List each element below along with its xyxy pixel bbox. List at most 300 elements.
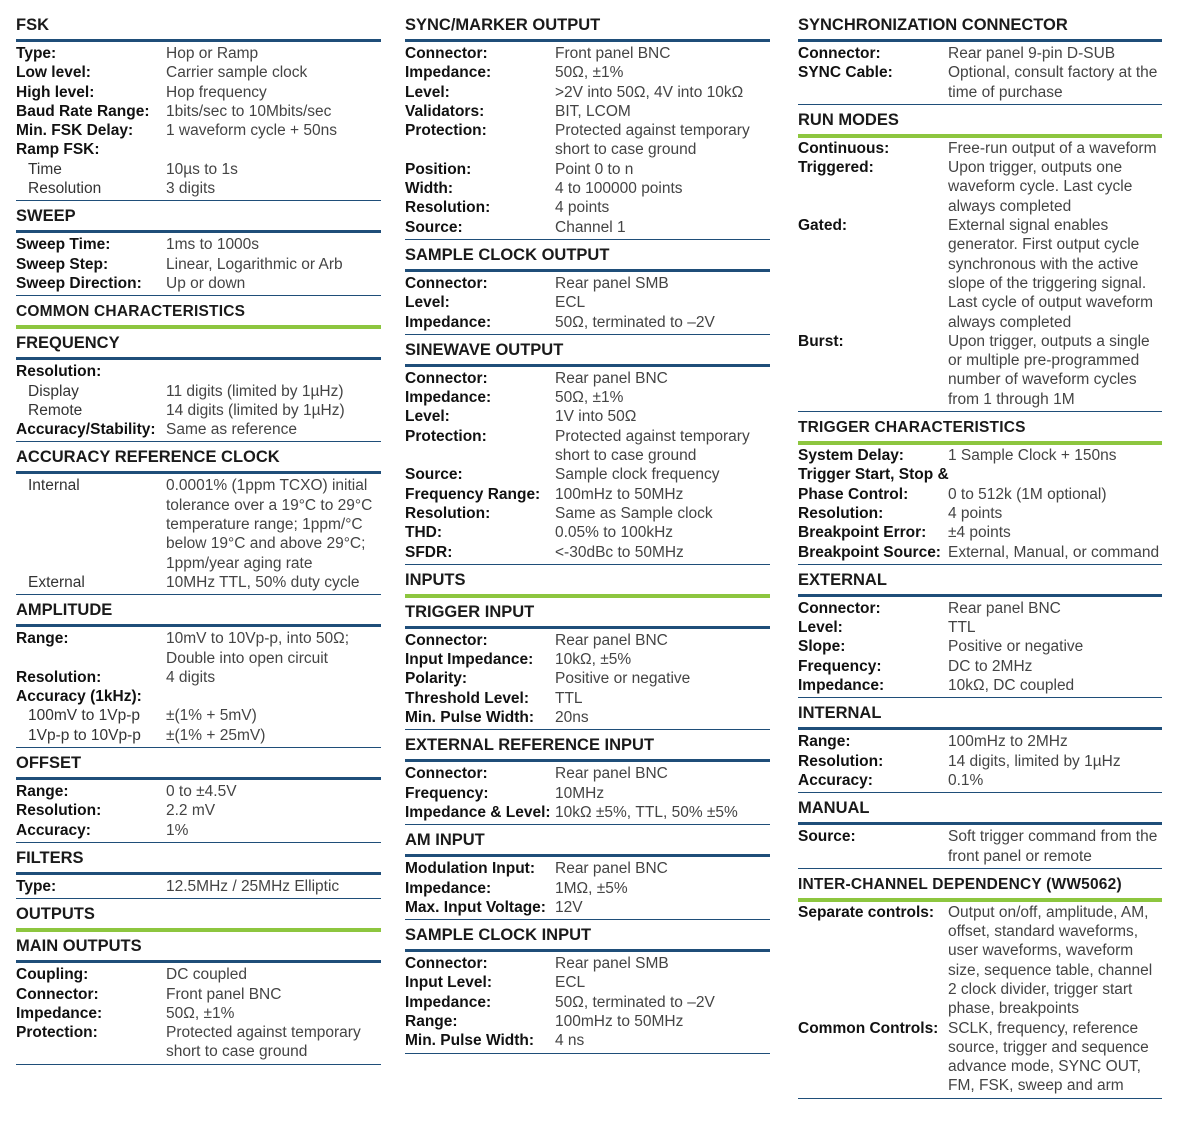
spec-label: Coupling:	[16, 966, 89, 984]
spec-value: BIT, LCOM	[555, 102, 631, 120]
divider	[798, 104, 1162, 105]
spec-label: Level:	[405, 294, 450, 312]
divider	[16, 357, 381, 360]
spec-value: External signal enables generator. First output cycle synchronous with the active slope of the triggering signal. Last cycle of output waveform always completed	[948, 217, 1154, 331]
spec-value: 10kΩ, ±5%	[555, 651, 632, 669]
divider	[405, 364, 770, 367]
spec-sublabel: Remote	[28, 401, 83, 419]
spec-label: Resolution:	[798, 752, 884, 770]
spec-label: Source:	[405, 466, 463, 484]
spec-value: 100mHz to 50MHz	[555, 485, 684, 503]
spec-label: Level:	[798, 619, 843, 637]
spec-label: Sweep Direction:	[16, 274, 142, 292]
spec-label: Type:	[16, 45, 57, 62]
spec-row	[405, 83, 770, 102]
spec-value: Protected against temporary short to case ground	[555, 427, 750, 465]
spec-label: Connector:	[405, 955, 488, 973]
spec-value: ±(1% + 25mV)	[166, 726, 266, 744]
spec-row	[405, 689, 770, 708]
spec-value: Rear panel 9-pin D-SUB	[948, 45, 1116, 62]
spec-label: Baud Rate Range:	[16, 102, 150, 120]
spec-value: Positive or negative	[555, 670, 691, 688]
spec-label: Gated:	[798, 217, 848, 235]
spec-label: THD:	[405, 524, 443, 542]
spec-label: Threshold Level:	[405, 689, 530, 707]
spec-row	[16, 121, 381, 140]
spec-row	[405, 898, 770, 917]
spec-value: 50Ω, terminated to –2V	[555, 993, 715, 1011]
spec-row	[798, 618, 1162, 637]
spec-row	[16, 782, 381, 801]
section-title-trigger-characteristics: TRIGGER CHARACTERISTICS	[798, 419, 1026, 437]
spec-label: Burst:	[798, 332, 844, 350]
divider	[16, 471, 381, 474]
divider	[405, 854, 770, 857]
divider	[798, 822, 1162, 825]
spec-row	[405, 803, 770, 822]
spec-row	[16, 160, 381, 179]
spec-value: 4 points	[555, 199, 610, 217]
spec-row	[798, 543, 1162, 562]
spec-label: Frequency Range:	[405, 485, 541, 503]
divider	[798, 792, 1162, 793]
section-title-trigger-input: TRIGGER INPUT	[405, 602, 535, 621]
section-title-synchronization-connector: SYNCHRONIZATION CONNECTOR	[798, 16, 1068, 34]
spec-value: 1V into 50Ω	[555, 408, 637, 426]
spec-row	[405, 160, 770, 179]
spec-value: 2.2 mV	[166, 802, 216, 820]
spec-label: Input Level:	[405, 974, 492, 992]
spec-value: 50Ω, ±1%	[555, 64, 624, 82]
divider	[16, 960, 381, 963]
divider	[16, 200, 381, 201]
spec-value: 10µs to 1s	[166, 160, 238, 178]
spec-value: ECL	[555, 974, 586, 992]
spec-row	[798, 139, 1162, 158]
spec-row	[405, 63, 770, 82]
spec-value: Protected against temporary short to case ground	[166, 1024, 361, 1061]
spec-label: Impedance:	[405, 879, 492, 897]
spec-label: Resolution:	[405, 199, 491, 217]
spec-value: TTL	[555, 689, 583, 707]
spec-row	[16, 179, 381, 198]
spec-label: Impedance & Level:	[405, 803, 551, 821]
spec-sublabel: 100mV to 1Vp-p	[28, 707, 141, 725]
spec-label: Accuracy/Stability:	[16, 421, 156, 439]
divider-green	[798, 134, 1162, 138]
spec-row	[798, 1019, 1162, 1096]
spec-label: Resolution:	[16, 668, 102, 686]
spec-label: Input Impedance:	[405, 651, 534, 669]
spec-row	[798, 485, 1162, 504]
section-title-external-reference-input: EXTERNAL REFERENCE INPUT	[405, 736, 655, 755]
spec-row	[405, 293, 770, 312]
divider	[798, 411, 1162, 412]
column-2	[405, 12, 770, 1056]
spec-row	[16, 706, 381, 725]
spec-label: Impedance:	[405, 313, 492, 331]
spec-value	[948, 465, 1162, 484]
spec-value: 1ms to 1000s	[166, 236, 260, 254]
spec-label: Breakpoint Source:	[798, 543, 941, 561]
divider	[405, 334, 770, 335]
spec-value: 12.5MHz / 25MHz Elliptic	[166, 877, 340, 895]
spec-row	[405, 631, 770, 650]
spec-row	[405, 784, 770, 803]
divider	[16, 441, 381, 442]
spec-value: 1 Sample Clock + 150ns	[948, 447, 1117, 465]
spec-row	[16, 255, 381, 274]
spec-value	[166, 687, 381, 706]
divider	[405, 1053, 770, 1054]
spec-label: Trigger Start, Stop &	[798, 466, 949, 484]
spec-value: 20ns	[555, 709, 589, 727]
spec-value: 1MΩ, ±5%	[555, 879, 628, 897]
spec-row	[16, 965, 381, 984]
spec-row	[798, 752, 1162, 771]
column-1	[16, 12, 381, 1067]
spec-row	[16, 1004, 381, 1023]
spec-row	[16, 726, 381, 745]
spec-value: Channel 1	[555, 218, 626, 236]
divider	[405, 919, 770, 920]
spec-label: Polarity:	[405, 670, 468, 688]
divider	[405, 239, 770, 240]
spec-label: Source:	[798, 828, 856, 846]
section-title-external: EXTERNAL	[798, 570, 887, 589]
spec-label: Min. Pulse Width:	[405, 709, 535, 727]
spec-value: Positive or negative	[948, 638, 1084, 656]
spec-label: Impedance:	[405, 993, 492, 1011]
spec-row	[405, 179, 770, 198]
spec-value: Soft trigger command from the front panel or remote	[948, 828, 1158, 865]
spec-label: Frequency:	[798, 657, 882, 675]
spec-row	[16, 420, 381, 439]
spec-value: ECL	[555, 294, 586, 312]
spec-value: DC to 2MHz	[948, 657, 1033, 675]
spec-value: 1 waveform cycle + 50ns	[166, 122, 338, 140]
spec-label: Type:	[16, 877, 57, 895]
spec-label: Slope:	[798, 638, 846, 656]
divider	[798, 1098, 1162, 1099]
spec-row	[16, 235, 381, 254]
spec-value: Hop frequency	[166, 83, 267, 101]
spec-label: Level:	[405, 408, 450, 426]
spec-label: Protection:	[405, 122, 487, 140]
spec-row	[798, 446, 1162, 465]
spec-value: SCLK, frequency, reference source, trigger and sequence advance mode, SYNC OUT, FM, FSK, sweep and arm	[948, 1019, 1149, 1095]
spec-value: Same as reference	[166, 421, 297, 439]
divider	[405, 626, 770, 629]
spec-row	[405, 121, 770, 160]
divider	[16, 624, 381, 627]
spec-label: Range:	[405, 1012, 458, 1030]
spec-value: Protected against temporary short to case ground	[555, 122, 750, 159]
spec-label: System Delay:	[798, 447, 904, 465]
spec-label: Frequency:	[405, 784, 489, 802]
spec-row	[16, 1023, 381, 1062]
spec-label: Connector:	[798, 599, 881, 617]
spec-value: Upon trigger, outputs one waveform cycle. Last cycle always completed	[948, 159, 1133, 215]
divider	[405, 759, 770, 762]
divider	[16, 1064, 381, 1065]
spec-row	[16, 83, 381, 102]
spec-value: >2V into 50Ω, 4V into 10kΩ	[555, 83, 744, 101]
spec-value: Free-run output of a waveform	[948, 139, 1157, 157]
spec-label: Connector:	[798, 45, 881, 62]
divider	[798, 564, 1162, 565]
divider-green	[798, 898, 1162, 902]
section-title-sweep: SWEEP	[16, 207, 76, 226]
section-title-sample-clock-output: SAMPLE CLOCK OUTPUT	[405, 245, 610, 264]
divider	[798, 697, 1162, 698]
spec-label: Source:	[405, 218, 463, 236]
section-title-inputs: INPUTS	[405, 570, 466, 589]
spec-label: Sweep Time:	[16, 236, 111, 254]
spec-label: High level:	[16, 83, 95, 101]
spec-value: 10MHz	[555, 784, 605, 802]
spec-row	[798, 637, 1162, 656]
spec-label: Min. Pulse Width:	[405, 1032, 535, 1050]
spec-value: 10kΩ ±5%, TTL, 50% ±5%	[555, 803, 738, 821]
spec-value: Sample clock frequency	[555, 466, 720, 484]
spec-row	[798, 599, 1162, 618]
spec-row	[798, 771, 1162, 790]
spec-value: Upon trigger, outputs a single or multiple pre-programmed number of waveform cycles from 1 through 1M	[948, 332, 1150, 408]
section-title-manual: MANUAL	[798, 799, 870, 818]
spec-row	[16, 362, 381, 381]
divider-green	[16, 325, 381, 329]
spec-value: ±(1% + 5mV)	[166, 707, 257, 725]
spec-value: Linear, Logarithmic or Arb	[166, 255, 343, 273]
spec-value: 14 digits, limited by 1µHz	[948, 752, 1121, 770]
divider	[16, 777, 381, 780]
spec-sublabel: Display	[28, 382, 79, 400]
divider	[16, 747, 381, 748]
spec-row	[405, 993, 770, 1012]
spec-row	[405, 1012, 770, 1031]
spec-row	[16, 401, 381, 420]
spec-sublabel: Time	[28, 160, 62, 178]
spec-row	[405, 313, 770, 332]
spec-row	[405, 485, 770, 504]
spec-row	[405, 669, 770, 688]
spec-value: <-30dBc to 50MHz	[555, 543, 684, 561]
spec-value: Front panel BNC	[166, 985, 282, 1003]
spec-value: 0.0001% (1ppm TCXO) initial tolerance over a 19°C to 29°C temperature range; 1ppm/°C below 19°C and above 29°C; 1ppm/year aging rate	[166, 477, 373, 572]
divider-green	[798, 441, 1162, 445]
divider-green	[405, 594, 770, 598]
spec-label: Separate controls:	[798, 903, 935, 921]
spec-value: 50Ω, ±1%	[555, 389, 624, 407]
spec-row	[405, 44, 770, 63]
divider	[16, 872, 381, 875]
spec-row	[405, 879, 770, 898]
spec-label: Validators:	[405, 102, 485, 120]
divider-green	[16, 928, 381, 932]
spec-value: 4 ns	[555, 1032, 585, 1050]
spec-sublabel: External	[28, 573, 85, 591]
spec-value: 11 digits (limited by 1µHz)	[166, 382, 344, 400]
spec-value	[166, 140, 381, 159]
spec-row	[16, 63, 381, 82]
section-title-fsk: FSK	[16, 16, 49, 34]
spec-label: Resolution:	[405, 504, 491, 522]
divider	[16, 39, 381, 42]
spec-sublabel: Resolution	[28, 180, 102, 198]
section-title-main-outputs: MAIN OUTPUTS	[16, 937, 142, 956]
spec-label: Connector:	[405, 45, 488, 62]
spec-row	[16, 821, 381, 840]
spec-value: 100mHz to 50MHz	[555, 1012, 684, 1030]
spec-value: 1bits/sec to 10Mbits/sec	[166, 102, 332, 120]
spec-label: Resolution:	[16, 363, 102, 381]
spec-label: Range:	[798, 733, 851, 751]
spec-value: Rear panel SMB	[555, 955, 669, 973]
section-title-internal: INTERNAL	[798, 704, 882, 723]
spec-value: Rear panel BNC	[555, 765, 668, 783]
spec-value: 3 digits	[166, 180, 216, 198]
spec-value: 0.1%	[948, 771, 984, 789]
spec-row	[16, 102, 381, 121]
spec-value	[166, 362, 381, 381]
spec-row	[798, 523, 1162, 542]
spec-row	[798, 216, 1162, 332]
section-title-sample-clock-input: SAMPLE CLOCK INPUT	[405, 926, 592, 945]
spec-row	[16, 44, 381, 63]
spec-value: 50Ω, terminated to –2V	[555, 313, 715, 331]
spec-label: Ramp FSK:	[16, 141, 100, 159]
section-title-filters: FILTERS	[16, 848, 84, 867]
spec-row	[16, 687, 381, 706]
spec-label: Connector:	[405, 765, 488, 783]
spec-value: 12V	[555, 898, 583, 916]
spec-label: SYNC Cable:	[798, 64, 893, 82]
spec-label: Low level:	[16, 64, 91, 82]
spec-row	[16, 476, 381, 572]
spec-label: Triggered:	[798, 159, 874, 177]
spec-label: Impedance:	[405, 389, 492, 407]
spec-label: Common Controls:	[798, 1019, 939, 1037]
spec-row	[16, 985, 381, 1004]
spec-label: Accuracy (1kHz):	[16, 688, 142, 706]
spec-value: Rear panel BNC	[555, 631, 668, 649]
spec-label: Protection:	[405, 427, 487, 445]
spec-value: Carrier sample clock	[166, 64, 308, 82]
spec-value: Same as Sample clock	[555, 504, 713, 522]
spec-label: Impedance:	[405, 64, 492, 82]
spec-label: Connector:	[405, 274, 488, 292]
spec-value: 4 to 100000 points	[555, 180, 683, 198]
spec-row	[798, 676, 1162, 695]
spec-row	[405, 198, 770, 217]
spec-label: Resolution:	[16, 802, 102, 820]
divider	[16, 230, 381, 233]
spec-row	[405, 523, 770, 542]
spec-label: Level:	[405, 83, 450, 101]
divider	[798, 727, 1162, 730]
column-3	[798, 12, 1162, 1101]
spec-label: Impedance:	[16, 1004, 103, 1022]
spec-value: 14 digits (limited by 1µHz)	[166, 401, 345, 419]
spec-label: Breakpoint Error:	[798, 524, 927, 542]
section-title-offset: OFFSET	[16, 754, 82, 773]
spec-row	[798, 732, 1162, 751]
divider	[16, 594, 381, 595]
spec-value: Rear panel BNC	[555, 860, 668, 878]
spec-label: SFDR:	[405, 543, 453, 561]
section-title-run-modes: RUN MODES	[798, 110, 899, 129]
section-title-inter-channel-dependency: INTER-CHANNEL DEPENDENCY (WW5062)	[798, 875, 1122, 893]
spec-row	[405, 859, 770, 878]
spec-value: 10MHz TTL, 50% duty cycle	[166, 573, 360, 591]
spec-value: TTL	[948, 619, 976, 637]
spec-row	[798, 657, 1162, 676]
spec-value: 10kΩ, DC coupled	[948, 677, 1075, 695]
spec-value: 0 to 512k (1M optional)	[948, 485, 1107, 503]
divider	[16, 898, 381, 899]
spec-row	[405, 369, 770, 388]
spec-label: Connector:	[16, 985, 99, 1003]
divider	[798, 594, 1162, 597]
spec-row	[798, 504, 1162, 523]
spec-label: Min. FSK Delay:	[16, 122, 134, 140]
spec-row	[405, 650, 770, 669]
section-title-amplitude: AMPLITUDE	[16, 601, 113, 620]
spec-row	[798, 44, 1162, 63]
spec-row	[405, 1031, 770, 1050]
spec-value: DC coupled	[166, 966, 247, 984]
spec-value: Rear panel BNC	[948, 599, 1061, 617]
spec-row	[405, 764, 770, 783]
spec-label: Sweep Step:	[16, 255, 109, 273]
spec-row	[405, 973, 770, 992]
section-title-frequency: FREQUENCY	[16, 334, 120, 353]
spec-row	[798, 903, 1162, 1019]
divider	[405, 729, 770, 730]
spec-value: Optional, consult factory at the time of purchase	[948, 64, 1158, 101]
divider	[16, 295, 381, 296]
section-title-sinewave-output: SINEWAVE OUTPUT	[405, 340, 564, 359]
spec-value: 1%	[166, 821, 189, 839]
spec-value: 10mV to 10Vp-p, into 50Ω; Double into open circuit	[166, 630, 350, 667]
spec-value: Up or down	[166, 274, 246, 292]
spec-label: Impedance:	[798, 677, 885, 695]
spec-row	[16, 140, 381, 159]
spec-row	[16, 573, 381, 592]
spec-row	[405, 708, 770, 727]
spec-row	[16, 668, 381, 687]
spec-value: 0.05% to 100kHz	[555, 524, 674, 542]
spec-label: Modulation Input:	[405, 860, 535, 878]
spec-value: ±4 points	[948, 524, 1011, 542]
divider	[798, 39, 1162, 42]
divider	[405, 564, 770, 565]
spec-row	[798, 158, 1162, 216]
section-title-accuracy-reference-clock: ACCURACY REFERENCE CLOCK	[16, 448, 280, 467]
section-title-outputs: OUTPUTS	[16, 905, 95, 924]
spec-row	[405, 504, 770, 523]
spec-row	[798, 63, 1162, 102]
spec-row	[798, 332, 1162, 409]
spec-label: Connector:	[405, 631, 488, 649]
spec-value: 100mHz to 2MHz	[948, 733, 1068, 751]
spec-sublabel: Internal	[28, 477, 80, 495]
spec-value: Output on/off, amplitude, AM, offset, standard waveforms, user waveforms, waveform size, sequence table, channel 2 clock divider, trigger start phase, breakpoints	[948, 903, 1153, 1018]
spec-row	[16, 274, 381, 293]
spec-row	[405, 388, 770, 407]
spec-label: Protection:	[16, 1024, 98, 1042]
